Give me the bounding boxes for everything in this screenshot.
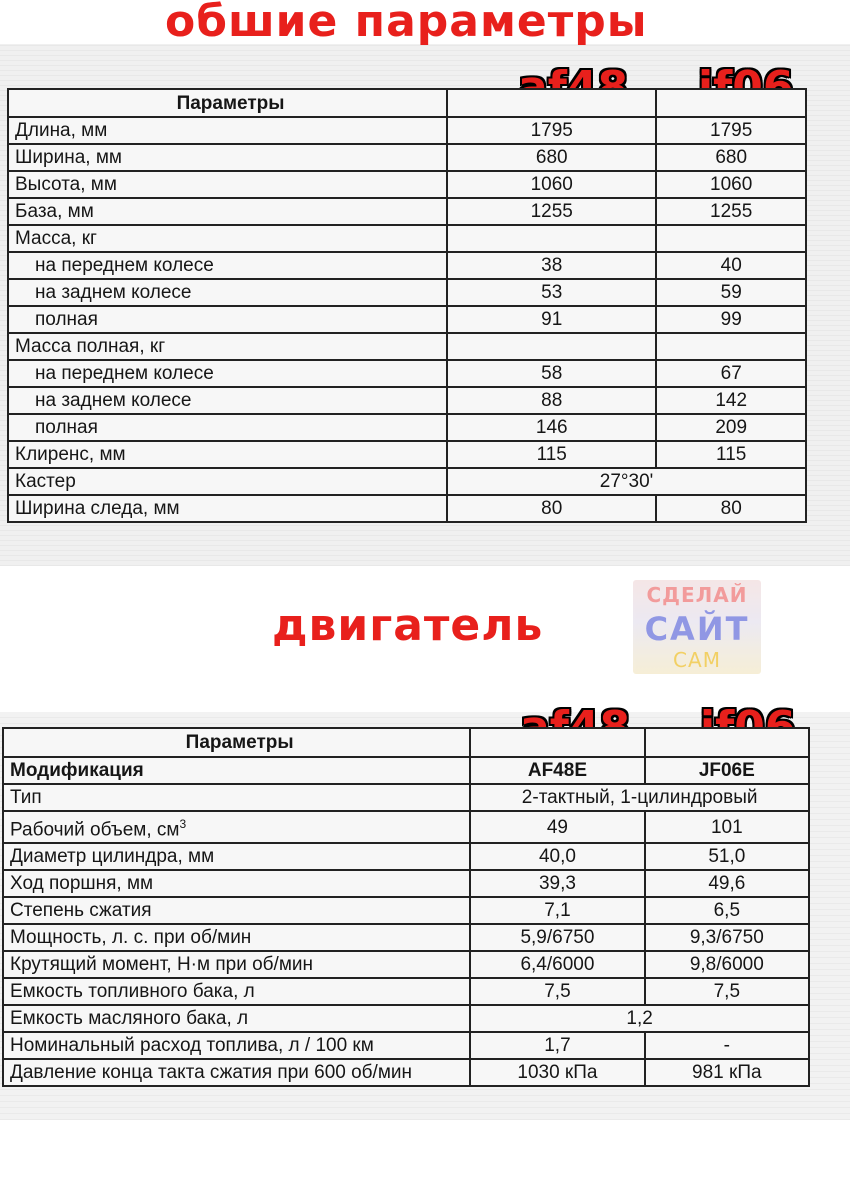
value-cell-model-a: 7,1 xyxy=(470,897,644,924)
row-label xyxy=(3,870,470,897)
table-row xyxy=(8,468,806,495)
logo-line-2: САЙТ xyxy=(644,610,750,648)
table-row xyxy=(3,924,809,951)
table-row xyxy=(3,1059,809,1086)
row-label xyxy=(3,924,470,951)
value-cell-model-a: 680 xyxy=(447,144,656,171)
row-label xyxy=(8,306,447,333)
row-label xyxy=(8,468,447,495)
row-label-text: на переднем колесе xyxy=(35,363,214,384)
value-cell-model-b: 6,5 xyxy=(645,897,809,924)
row-label-text: Мощность, л. с. при об/мин xyxy=(10,927,252,949)
table-header-row xyxy=(3,728,809,757)
table-row xyxy=(8,252,806,279)
value-cell-model-a: 1,7 xyxy=(470,1032,644,1059)
row-label xyxy=(8,144,447,171)
table-row xyxy=(8,225,806,252)
unit-superscript: 3 xyxy=(179,817,187,831)
row-label xyxy=(3,784,470,811)
value-cell-model-b: 9,8/6000 xyxy=(645,951,809,978)
row-label xyxy=(3,757,470,784)
value-cell-model-a: 1795 xyxy=(447,117,656,144)
value-cell-model-a: 1030 кПа xyxy=(470,1059,644,1086)
row-label-text: Модификация xyxy=(10,760,144,781)
row-label-text: Кастер xyxy=(15,471,76,492)
row-label xyxy=(8,387,447,414)
logo-line-3: САМ xyxy=(673,648,721,672)
row-label xyxy=(3,1005,470,1032)
row-label-text: полная xyxy=(35,309,98,330)
table-row xyxy=(8,333,806,360)
value-cell-model-b: 49,6 xyxy=(645,870,809,897)
table-row xyxy=(3,897,809,924)
table-row xyxy=(8,144,806,171)
column-header-parameters: Параметры xyxy=(8,89,447,117)
row-label-text: Клиренс, мм xyxy=(15,444,126,465)
row-label xyxy=(8,279,447,306)
table-row xyxy=(3,784,809,811)
section-title-general: обшие параметры xyxy=(165,0,648,47)
table-row xyxy=(3,978,809,1005)
value-cell-model-a: 49 xyxy=(470,811,644,843)
value-cell-model-b: 680 xyxy=(656,144,806,171)
value-cell-model-a xyxy=(447,225,656,252)
value-cell-model-a: 39,3 xyxy=(470,870,644,897)
value-cell-model-b xyxy=(656,333,806,360)
row-label-text: Высота, мм xyxy=(15,174,117,195)
row-label xyxy=(8,252,447,279)
value-cell-model-b: 59 xyxy=(656,279,806,306)
table-row xyxy=(3,870,809,897)
table-row xyxy=(8,441,806,468)
table-row xyxy=(3,1032,809,1059)
row-label-text: на заднем колесе xyxy=(35,390,192,411)
row-label xyxy=(3,951,470,978)
column-header-model-b xyxy=(656,89,806,117)
row-label xyxy=(3,1032,470,1059)
value-cell-model-b: 1255 xyxy=(656,198,806,225)
value-cell-model-b: 99 xyxy=(656,306,806,333)
merged-value-cell: 27°30' xyxy=(447,468,806,495)
value-cell-model-a: 88 xyxy=(447,387,656,414)
value-cell-model-b: 80 xyxy=(656,495,806,522)
value-cell-model-a: 146 xyxy=(447,414,656,441)
value-cell-model-b: 9,3/6750 xyxy=(645,924,809,951)
table-row xyxy=(8,387,806,414)
value-cell-model-b: 1795 xyxy=(656,117,806,144)
column-header-model-b xyxy=(645,728,809,757)
value-cell-model-a: 1060 xyxy=(447,171,656,198)
row-label xyxy=(8,495,447,522)
value-cell-model-b: 115 xyxy=(656,441,806,468)
value-cell-model-b: 142 xyxy=(656,387,806,414)
value-cell-model-a: 91 xyxy=(447,306,656,333)
value-cell-model-a: AF48E xyxy=(470,757,644,784)
row-label-text: Масса полная, кг xyxy=(15,336,166,357)
column-header-model-a xyxy=(470,728,644,757)
engine-params-table xyxy=(2,727,810,1087)
row-label xyxy=(8,333,447,360)
merged-value-cell: 1,2 xyxy=(470,1005,809,1032)
row-label-text: Емкость масляного бака, л xyxy=(10,1008,249,1030)
merged-value-cell: 2-тактный, 1-цилиндровый xyxy=(470,784,809,811)
row-label xyxy=(8,117,447,144)
row-label-text: на заднем колесе xyxy=(35,282,192,303)
table-row xyxy=(3,811,809,843)
row-label xyxy=(8,171,447,198)
row-label-text: Ширина, мм xyxy=(15,147,122,168)
table-header-row xyxy=(8,89,806,117)
column-header-parameters: Параметры xyxy=(3,728,470,757)
value-cell-model-b: 7,5 xyxy=(645,978,809,1005)
table-row xyxy=(8,198,806,225)
row-label xyxy=(8,198,447,225)
value-cell-model-b: - xyxy=(645,1032,809,1059)
row-label xyxy=(3,978,470,1005)
table-row xyxy=(3,1005,809,1032)
row-label-text: Диаметр цилиндра, мм xyxy=(10,846,215,868)
table-row xyxy=(8,360,806,387)
value-cell-model-a: 1255 xyxy=(447,198,656,225)
value-cell-model-a: 38 xyxy=(447,252,656,279)
value-cell-model-b: 101 xyxy=(645,811,809,843)
table-row xyxy=(3,951,809,978)
table-row xyxy=(8,279,806,306)
value-cell-model-a: 7,5 xyxy=(470,978,644,1005)
row-label xyxy=(3,1059,470,1086)
value-cell-model-a: 80 xyxy=(447,495,656,522)
value-cell-model-b: JF06E xyxy=(645,757,809,784)
row-label-text: База, мм xyxy=(15,201,94,222)
table-row xyxy=(8,117,806,144)
row-label-text: Рабочий объем, см xyxy=(10,819,180,841)
value-cell-model-b: 51,0 xyxy=(645,843,809,870)
value-cell-model-a: 6,4/6000 xyxy=(470,951,644,978)
value-cell-model-a: 115 xyxy=(447,441,656,468)
column-header-model-a xyxy=(447,89,656,117)
table-row xyxy=(8,495,806,522)
table-row xyxy=(8,306,806,333)
row-label-text: на переднем колесе xyxy=(35,255,214,276)
row-label xyxy=(3,843,470,870)
row-label xyxy=(3,897,470,924)
row-label-text: полная xyxy=(35,417,98,438)
value-cell-model-b: 209 xyxy=(656,414,806,441)
row-label xyxy=(8,360,447,387)
value-cell-model-b: 40 xyxy=(656,252,806,279)
value-cell-model-a: 58 xyxy=(447,360,656,387)
table-row xyxy=(8,414,806,441)
row-label-text: Ширина следа, мм xyxy=(15,498,180,519)
row-label xyxy=(8,225,447,252)
row-label-text: Давление конца такта сжатия при 600 об/мин xyxy=(10,1062,413,1084)
row-label-text: Крутящий момент, Н·м при об/мин xyxy=(10,954,313,976)
row-label-text: Длина, мм xyxy=(15,120,108,141)
table-row xyxy=(3,757,809,784)
value-cell-model-b: 1060 xyxy=(656,171,806,198)
site-watermark-logo xyxy=(633,580,761,674)
value-cell-model-a: 53 xyxy=(447,279,656,306)
row-label-text: Емкость топливного бака, л xyxy=(10,981,255,1003)
row-label xyxy=(8,441,447,468)
row-label-text: Тип xyxy=(10,787,42,808)
value-cell-model-b: 67 xyxy=(656,360,806,387)
general-params-table xyxy=(7,88,807,523)
row-label-text: Степень сжатия xyxy=(10,900,152,922)
value-cell-model-a: 5,9/6750 xyxy=(470,924,644,951)
section-title-engine: двигатель xyxy=(272,600,544,651)
row-label-text: Масса, кг xyxy=(15,228,97,249)
value-cell-model-a: 40,0 xyxy=(470,843,644,870)
row-label xyxy=(3,811,470,843)
row-label-text: Номинальный расход топлива, л / 100 км xyxy=(10,1035,374,1057)
value-cell-model-a xyxy=(447,333,656,360)
row-label-text: Ход поршня, мм xyxy=(10,873,154,895)
value-cell-model-b: 981 кПа xyxy=(645,1059,809,1086)
row-label xyxy=(8,414,447,441)
logo-line-1: СДЕЛАЙ xyxy=(646,583,748,607)
table-row xyxy=(8,171,806,198)
value-cell-model-b xyxy=(656,225,806,252)
table-row xyxy=(3,843,809,870)
